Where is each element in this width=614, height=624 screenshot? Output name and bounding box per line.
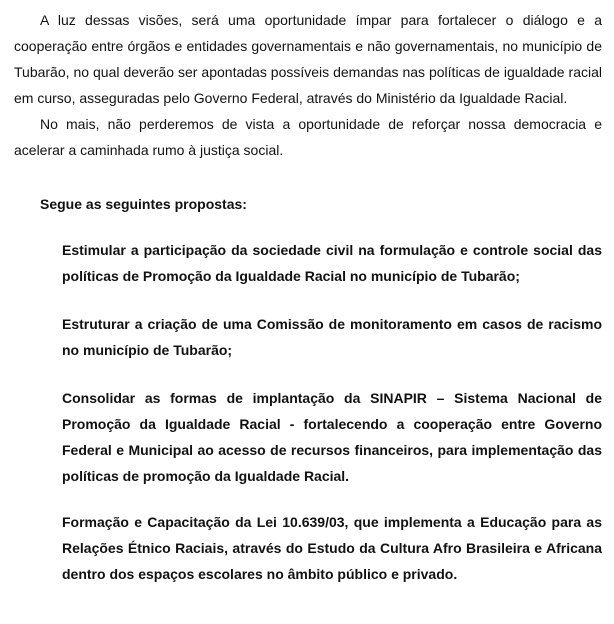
- proposals-heading: Segue as seguintes propostas:: [40, 196, 247, 212]
- proposal-item: Estruturar a criação de uma Comissão de monitoramento em casos de racismo no município de Tubarão;: [62, 316, 602, 358]
- intro-paragraph: A luz dessas visões, será uma oportunidade ímpar para fortalecer o diálogo e a cooperação entre órgãos e entidades governamentais e não governamentais, no município de Tubarão, no qual deverão ser apontadas possíveis demandas nas políticas de igualdade racial em curso, asseguradas pelo Governo Federal, através do Ministério da Igualdade Racial.: [14, 12, 602, 106]
- proposal-item: Formação e Capacitação da Lei 10.639/03, que implementa a Educação para as Relações Étnico Raciais, através do Estudo da Cultura Afro Brasileira e Africana dentro dos espaços escolares no âmbito público e privado.: [62, 514, 602, 582]
- proposals-list: [62, 237, 602, 587]
- closing-paragraph: No mais, não perderemos de vista a oportunidade de reforçar nossa democracia e acelerar a caminhada rumo à justiça social.: [14, 116, 602, 158]
- proposal-item: Estimular a participação da sociedade civil na formulação e controle social das políticas de Promoção da Igualdade Racial no município de Tubarão;: [62, 242, 602, 284]
- proposal-item: Consolidar as formas de implantação da SINAPIR – Sistema Nacional de Promoção da Igualdade Racial - fortalecendo a cooperação entre Governo Federal e Municipal ao acesso de recursos financeiros, para implementação das políticas de promoção da Igualdade Racial.: [62, 390, 602, 484]
